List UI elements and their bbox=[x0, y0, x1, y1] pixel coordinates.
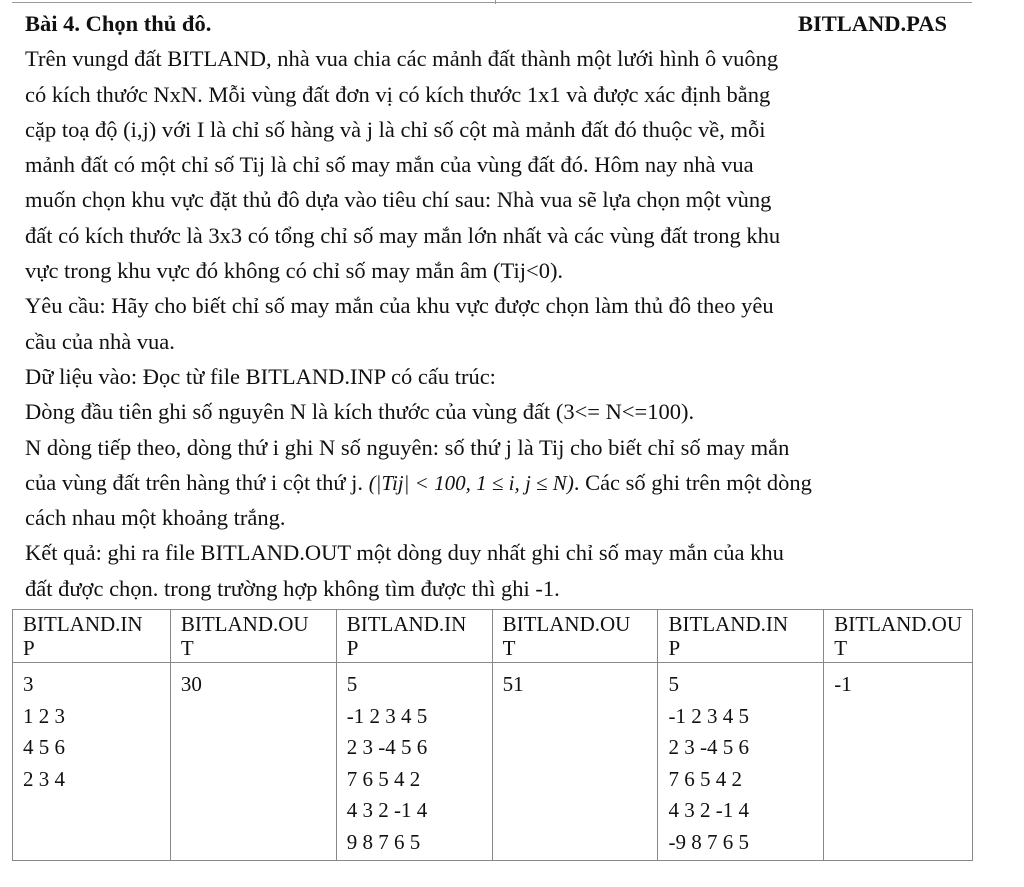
paragraph-line: cách nhau một khoảng trắng. bbox=[25, 505, 286, 531]
cell-line: -1 bbox=[834, 672, 852, 696]
cell-line: 7 6 5 4 2 bbox=[668, 766, 742, 791]
paragraph-line: muốn chọn khu vực đặt thủ đô dựa vào tiêu chí sau: Nhà vua sẽ lựa chọn một vùng bbox=[25, 187, 772, 213]
cell-line: 4 3 2 -1 4 bbox=[346, 798, 428, 822]
paragraph-line: có kích thước NxN. Mỗi vùng đất đơn vị có kích thước 1x1 và được xác định bằng bbox=[25, 81, 771, 107]
table-header-cell: BITLAND.IN P bbox=[658, 610, 824, 663]
table-header-cell: BITLAND.OU T bbox=[824, 610, 973, 663]
top-border bbox=[12, 2, 972, 3]
cell-line: 1 2 3 bbox=[23, 703, 65, 728]
paragraph-line: cặp toạ độ (i,j) với I là chỉ số hàng và j là chỉ số cột mà mảnh đất đó thuộc về, mỗi bbox=[25, 116, 766, 142]
problem-filename: BITLAND.PAS bbox=[798, 11, 947, 36]
paragraph-line: Kết quả: ghi ra file BITLAND.OUT một dòng duy nhất ghi chỉ số may mắn của khu bbox=[25, 540, 784, 566]
paragraph-line: Dữ liệu vào: Đọc từ file BITLAND.INP có cấu trúc: bbox=[25, 363, 496, 389]
problem-title-row bbox=[25, 6, 947, 41]
line-text: . Các số ghi trên một dòng bbox=[573, 469, 812, 495]
paragraph-line: mảnh đất có một chỉ số Tij là chỉ số may mắn của vùng đất đó. Hôm nay nhà vua bbox=[25, 152, 754, 178]
table-cell bbox=[824, 663, 973, 861]
table-cell bbox=[170, 663, 336, 861]
cell-line: 5 bbox=[346, 672, 358, 696]
cell-line: -1 2 3 4 5 bbox=[668, 703, 749, 728]
paragraph-line: Yêu cầu: Hãy cho biết chỉ số may mắn của khu vực được chọn làm thủ đô theo yêu bbox=[25, 293, 774, 319]
table-cell bbox=[13, 663, 171, 861]
table-header-cell: BITLAND.IN P bbox=[13, 610, 171, 663]
cell-line: 2 3 -4 5 6 bbox=[668, 735, 749, 759]
cell-line: 3 bbox=[23, 672, 34, 696]
sample-table bbox=[12, 609, 973, 861]
cell-line: 4 5 6 bbox=[23, 735, 65, 759]
paragraph-line: N dòng tiếp theo, dòng thứ i ghi N số nguyên: số thứ j là Tij cho biết chỉ số may mắn bbox=[25, 434, 790, 460]
table-cell bbox=[492, 663, 658, 861]
table-header-cell: BITLAND.OU T bbox=[170, 610, 336, 663]
cell-line: 2 3 4 bbox=[23, 766, 65, 791]
cell-line: 5 bbox=[668, 672, 679, 696]
cell-line: 2 3 -4 5 6 bbox=[346, 735, 428, 759]
cell-line: -9 8 7 6 5 bbox=[668, 829, 749, 854]
problem-title: Bài 4. Chọn thủ đô. bbox=[25, 11, 212, 36]
paragraph-line bbox=[25, 465, 975, 500]
line-text: của vùng đất trên hàng thứ i cột thứ j. bbox=[25, 469, 369, 495]
paragraph-line: cầu của nhà vua. bbox=[25, 328, 175, 354]
table-cell bbox=[336, 663, 492, 861]
cell-line: 51 bbox=[502, 672, 524, 696]
cell-line: 9 8 7 6 5 bbox=[346, 829, 421, 854]
table-header-cell: BITLAND.IN P bbox=[336, 610, 492, 663]
document bbox=[25, 6, 975, 606]
paragraph-line: Trên vungd đất BITLAND, nhà vua chia các mảnh đất thành một lưới hình ô vuông bbox=[25, 46, 779, 72]
table-cell bbox=[658, 663, 824, 861]
cell-line: -1 2 3 4 5 bbox=[346, 703, 428, 728]
paragraph-line: đất được chọn. trong trường hợp không tìm được thì ghi -1. bbox=[25, 575, 560, 601]
paragraph-line: Dòng đầu tiên ghi số nguyên N là kích thước của vùng đất (3<= N<=100). bbox=[25, 399, 695, 425]
paragraph-line: đất có kích thước là 3x3 có tổng chỉ số may mắn lớn nhất và các vùng đất trong khu bbox=[25, 222, 781, 248]
table-header-cell: BITLAND.OU T bbox=[492, 610, 658, 663]
paragraph-line: vực trong khu vực đó không có chỉ số may mắn âm (Tij<0). bbox=[25, 258, 564, 284]
cell-line: 7 6 5 4 2 bbox=[346, 766, 421, 791]
cell-line: 30 bbox=[180, 672, 202, 696]
cell-line: 4 3 2 -1 4 bbox=[668, 798, 749, 822]
constraint-formula: (|Tij| < 100, 1 ≤ i, j ≤ N) bbox=[368, 470, 574, 495]
